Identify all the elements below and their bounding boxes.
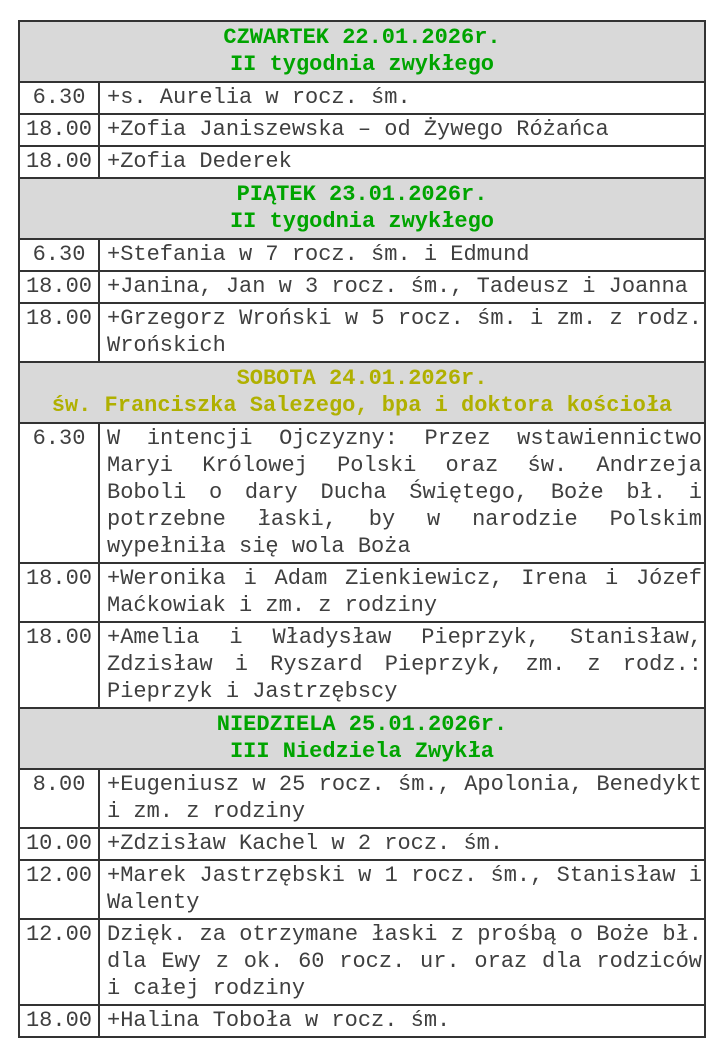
day-header-cell (19, 178, 705, 239)
day-header-row (19, 21, 705, 82)
mass-row (19, 271, 705, 303)
mass-row (19, 860, 705, 919)
mass-time: 18.00 (19, 563, 99, 622)
mass-time: 8.00 (19, 769, 99, 828)
mass-time: 12.00 (19, 919, 99, 1005)
mass-time: 18.00 (19, 114, 99, 146)
mass-time: 12.00 (19, 860, 99, 919)
mass-row (19, 769, 705, 828)
mass-intention: +Zofia Janiszewska – od Żywego Różańca (99, 114, 705, 146)
day-header-row (19, 708, 705, 769)
mass-intention: +Stefania w 7 rocz. śm. i Edmund (99, 239, 705, 271)
mass-intention: +Weronika i Adam Zienkiewicz, Irena i Józef Maćkowiak i zm. z rodziny (99, 563, 705, 622)
day-subtitle: II tygodnia zwykłego (229, 52, 495, 77)
mass-intention: +Amelia i Władysław Pieprzyk, Stanisław, Zdzisław i Ryszard Pieprzyk, zm. z rodz.: Pieprzyk i Jastrzębscy (99, 622, 705, 708)
day-subtitle: III Niedziela Zwykła (229, 739, 495, 764)
mass-intention: Dzięk. za otrzymane łaski z prośbą o Boże bł. dla Ewy z ok. 60 rocz. ur. oraz dla rodziców i całej rodziny (99, 919, 705, 1005)
mass-time: 6.30 (19, 423, 99, 563)
day-subtitle: II tygodnia zwykłego (229, 209, 495, 234)
mass-time: 18.00 (19, 271, 99, 303)
mass-row (19, 563, 705, 622)
mass-row (19, 82, 705, 114)
mass-row (19, 303, 705, 362)
day-title: NIEDZIELA 25.01.2026r. (216, 712, 508, 737)
mass-intention: +Marek Jastrzębski w 1 rocz. śm., Stanisław i Walenty (99, 860, 705, 919)
day-header-cell (19, 362, 705, 423)
mass-intention: +Halina Toboła w rocz. śm. (99, 1005, 705, 1037)
day-title: CZWARTEK 22.01.2026r. (223, 25, 501, 50)
mass-time: 18.00 (19, 622, 99, 708)
mass-time: 18.00 (19, 146, 99, 178)
day-title: PIĄTEK 23.01.2026r. (236, 182, 488, 207)
mass-row (19, 1005, 705, 1037)
mass-intention: +Zofia Dederek (99, 146, 705, 178)
mass-time: 6.30 (19, 239, 99, 271)
mass-intention: W intencji Ojczyzny: Przez wstawiennictwo Maryi Królowej Polski oraz św. Andrzeja Boboli o dary Ducha Świętego, Boże bł. i potrzebne łaski, by w narodzie Polskim wypełniła się wola Boża (99, 423, 705, 563)
day-header-cell (19, 708, 705, 769)
day-header-cell (19, 21, 705, 82)
day-subtitle: św. Franciszka Salezego, bpa i doktora kościoła (51, 393, 673, 418)
mass-intention: +s. Aurelia w rocz. śm. (99, 82, 705, 114)
mass-time: 18.00 (19, 303, 99, 362)
mass-intention: +Janina, Jan w 3 rocz. śm., Tadeusz i Joanna (99, 271, 705, 303)
mass-row (19, 423, 705, 563)
mass-intention: +Zdzisław Kachel w 2 rocz. śm. (99, 828, 705, 860)
day-header-row (19, 178, 705, 239)
mass-intention: +Grzegorz Wroński w 5 rocz. śm. i zm. z rodz. Wrońskich (99, 303, 705, 362)
mass-row (19, 919, 705, 1005)
mass-time: 6.30 (19, 82, 99, 114)
mass-time: 18.00 (19, 1005, 99, 1037)
mass-row (19, 239, 705, 271)
schedule-body (19, 21, 705, 1037)
mass-row (19, 114, 705, 146)
mass-intention: +Eugeniusz w 25 rocz. śm., Apolonia, Benedykt i zm. z rodziny (99, 769, 705, 828)
mass-row (19, 146, 705, 178)
mass-row (19, 622, 705, 708)
mass-row (19, 828, 705, 860)
mass-intentions-table (18, 20, 706, 1038)
day-title: SOBOTA 24.01.2026r. (236, 366, 488, 391)
mass-time: 10.00 (19, 828, 99, 860)
day-header-row (19, 362, 705, 423)
